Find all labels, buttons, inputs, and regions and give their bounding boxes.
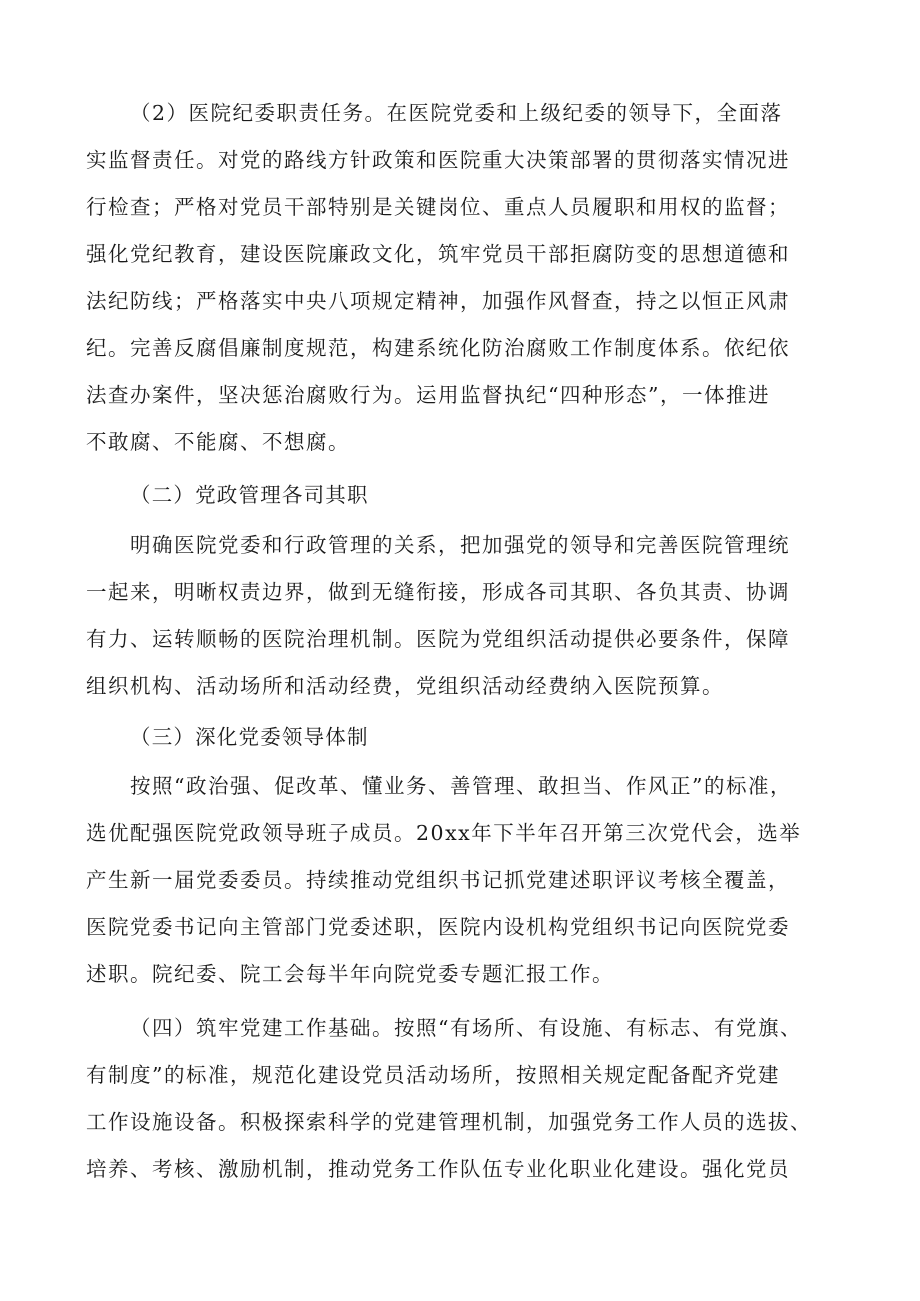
paragraph-line: 按照“政治强、促改革、懂业务、善管理、敢担当、作风正”的标准， <box>130 774 792 798</box>
paragraph-line: 实监督责任。对党的路线方针政策和医院重大决策部署的贯彻落实情况进 <box>86 148 790 172</box>
paragraph-line: 培养、考核、激励机制，推动党务工作队伍专业化职业化建设。强化党员 <box>86 1157 790 1181</box>
paragraph-line: 法查办案件，坚决惩治腐败行为。运用监督执纪“四种形态”，一体推进 <box>86 383 770 407</box>
paragraph-line: 有制度”的标准，规范化建设党员活动场所，按照相关规定配备配齐党建 <box>86 1063 780 1087</box>
section-heading: （二）党政管理各司其职 <box>130 483 369 507</box>
paragraph-line: 医院党委书记向主管部门党委述职，医院内设机构党组织书记向医院党委 <box>86 915 790 939</box>
paragraph-line: 述职。院纪委、院工会每半年向院党委专题汇报工作。 <box>86 962 614 986</box>
paragraph-line: 行检查；严格对党员干部特别是关键岗位、重点人员履职和用权的监督； <box>86 195 790 219</box>
paragraph-line: 有力、运转顺畅的医院治理机制。医院为党组织活动提供必要条件，保障 <box>86 627 790 651</box>
paragraph-line: 选优配强医院党政领导班子成员。20xx年下半年召开第三次党代会，选举 <box>86 821 802 845</box>
paragraph-line: 纪。完善反腐倡廉制度规范，构建系统化防治腐败工作制度体系。依纪依 <box>86 336 790 360</box>
paragraph-line: 不敢腐、不能腐、不想腐。 <box>86 430 350 454</box>
paragraph-line: 明确医院党委和行政管理的关系，把加强党的领导和完善医院管理统 <box>130 533 790 557</box>
section-heading: （三）深化党委领导体制 <box>130 725 369 749</box>
paragraph-line: 法纪防线；严格落实中央八项规定精神，加强作风督查，持之以恒正风肃 <box>86 289 790 313</box>
paragraph-line: 工作设施设备。积极探索科学的党建管理机制，加强党务工作人员的选拔、 <box>86 1110 812 1134</box>
paragraph-line: （2）医院纪委职责任务。在医院党委和上级纪委的领导下，全面落 <box>130 101 783 125</box>
paragraph-line: 组织机构、活动场所和活动经费，党组织活动经费纳入医院预算。 <box>86 674 724 698</box>
paragraph-line: 强化党纪教育，建设医院廉政文化，筑牢党员干部拒腐防变的思想道德和 <box>86 242 790 266</box>
paragraph-line: 一起来，明晰权责边界，做到无缝衔接，形成各司其职、各负其责、协调 <box>86 580 790 604</box>
paragraph-line: 产生新一届党委委员。持续推动党组织书记抓党建述职评议考核全覆盖， <box>86 868 790 892</box>
paragraph-line: （四）筑牢党建工作基础。按照“有场所、有设施、有标志、有党旗、 <box>130 1016 802 1040</box>
